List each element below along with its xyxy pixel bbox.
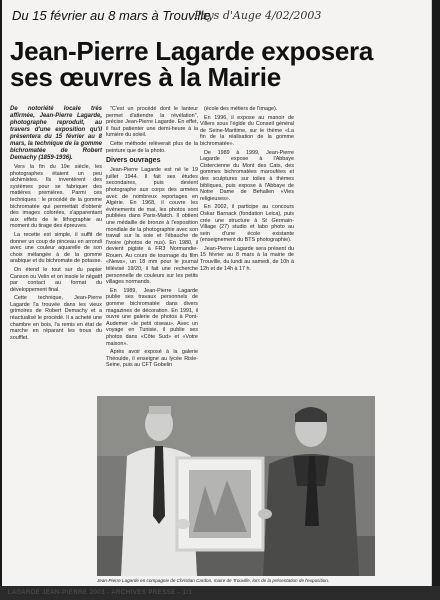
paragraph: (école des métiers de l'image). <box>204 106 278 112</box>
paragraph: On étend le tout sur du papier Canson ou Velin et on insole le négatif par contact au format du développement final. <box>10 266 102 293</box>
paragraph: Jean-Pierre Lagarde sera présent du 15 février au 8 mars à la mairie de Trouville, du lundi au samedi, de 10h à 12h et de 14h à 17 h. <box>200 245 294 272</box>
article-column-1 <box>10 106 102 343</box>
paragraph: La recette est simple, il suffit de donner un coup de pinceau en arrondi avec une couleur aquarelle de son choix mélangée à de la gomme arabique et du bichromate de potasse. <box>10 231 103 265</box>
paragraph: En 1989, Jean-Pierre Lagarde publie ses travaux personnels de gomme bichromatée dans divers magazines de décoration. En 1991, il ouvre une galerie de photos à Pont-Audemer «le petit oiseau». Avec un voyage en Tunisie, il publie ses photos dans «Côte Sud» et «Votre maison». <box>106 287 198 347</box>
headline-line-2: ses œuvres à la Mairie <box>10 62 281 92</box>
article-column-3 <box>200 106 294 274</box>
kicker: Du 15 février au 8 mars à Trouville <box>12 8 211 23</box>
headline-line-1: Jean-Pierre Lagarde exposera <box>10 36 374 66</box>
archive-footer: LAGARDE JEAN-PIERRE 2003 - ARCHIVES PRESSE - 1/1 <box>0 586 440 600</box>
paragraph: De 1989 à 1999, Jean-Pierre Lagarde expose à l'Abbaye Cistercienne du Mont des Cats, des gommes bichromatées maroufées et des sculptures sur toiles à thèmes bibliques, puis expose à l'Abbaye de Notre Dame de Behallen «Vies religieuses». <box>200 149 294 202</box>
headline <box>10 38 430 90</box>
paragraph: Jean-Pierre Lagarde est né le 19 juillet 1944. Il fait ses études secondaires, puis devient photographe aux corps des armées avec de nombreux reportages en Algérie. En 1968, il couvre les événements de mai, les photos sont publiées dans Paris-Match. Il obtient une médaille de bronze à l'exposition mondiale de la photographie avec son travail sur la soie et l'ébauche de l'ivoire (photos de nus). En 1980, il devient pigiste à FR3 Normandie-Rouen. Au cours de tournage du film «News», un 18 mm pour le journal télévisé 19/20, il fait une recherche personnelle de couleurs sur les petits villages normands. <box>106 167 198 286</box>
photo-image <box>97 396 375 576</box>
photo-caption: Jean-Pierre Lagarde en compagnie de Christian Cardon, maire de Trouville, lors de la présentation de l'exposition. <box>97 578 330 583</box>
article-column-2 <box>106 106 198 371</box>
paragraph: En 1996, il expose au manoir de Villers sous l'égide du Conseil général de Seine-Maritime, sur le thème «La fin de la réalisation de la gomme bichromatée». <box>200 114 294 147</box>
paragraph: Après avoir exposé à la galerie Théoulde, il enseigne au lycée Risle-Seine, puis au CFT Gobelin <box>106 349 198 369</box>
handwritten-note: Pays d'Auge 4/02/2003 <box>194 9 322 22</box>
paragraph: En 2002, il participe au concours Oskar Barnack (fondation Leica), puis crée une structure à St Germain-Village (27) studio et labo photo au sein d'une école existante (enseignement du BTS photographie). <box>200 204 294 244</box>
article-lead: De notoriété locale très affirmée, Jean-Pierre Lagarde, photographe reproduit, au travers d'une exposition qu'il présentera du 15 février au 8 mars, la technique de la gomme bichromatée de Robert Demachy (1859-1936). <box>10 106 102 161</box>
paragraph: Cette méthode relèverait plus de la peinture que de la photo. <box>106 140 198 154</box>
paragraph: "C'est un procédé dont le lanteur permet d'attendre la révélation", précise Jean-Pierre Lagarde. En effet, il faut patienter une demi-heure à la lumière du soleil. <box>106 106 198 139</box>
subhead: Divers ouvrages <box>106 157 161 165</box>
newspaper-clipping <box>2 0 432 586</box>
paragraph: Cette technique, Jean-Pierre Lagarde l'a trouvée dans les vieux grimoires de Robert Demachy et a réactualisé le procédé. Il a acheté une chambre en bois, l'a remis en état de marche en réparant les trous du soufflet. <box>10 295 102 341</box>
press-photo <box>97 396 375 576</box>
paragraph: Vers la fin du 19e siècle, les photographes étaient un peu alchimistes. Ils inventèrent des systèmes pour se fabriquer des matières premières. Parmi ces techniques : le procédé de la gomme bichromatée qui permettait d'obtenir des images colorées, s'apparentant aux effets de le lithographie au moment du tirage des épreuves. <box>10 164 102 230</box>
